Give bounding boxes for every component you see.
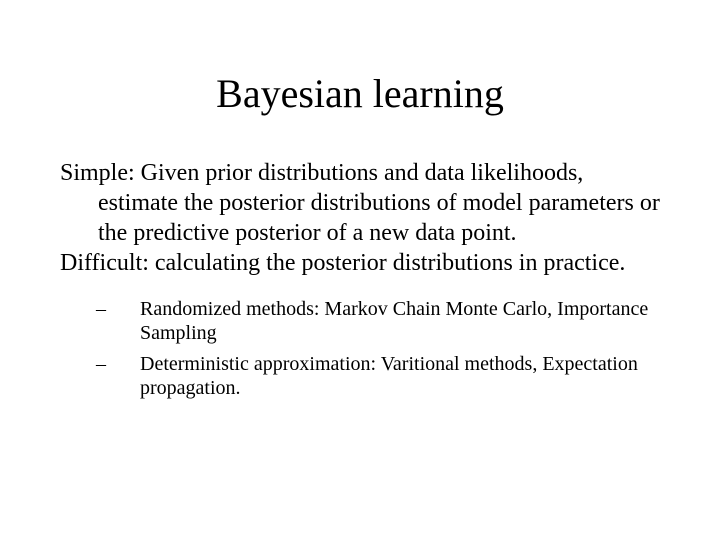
sub-bullet-text: Randomized methods: Markov Chain Monte Carlo, Importance Sampling	[140, 298, 649, 344]
bullet-simple: Simple: Given prior distributions and data likelihoods, estimate the posterior distributions of model parameters or the predictive posterior of a new data point.	[60, 160, 660, 246]
dash-marker: –	[96, 353, 106, 375]
sub-bullet-deterministic	[60, 352, 660, 400]
dash-marker: –	[96, 298, 106, 320]
sub-bullet-list	[60, 297, 660, 400]
slide-body	[60, 158, 660, 407]
sub-bullet-randomized	[60, 297, 660, 345]
slide-title: Bayesian learning	[216, 71, 504, 116]
bullet-difficult: Difficult: calculating the posterior distributions in practice.	[60, 250, 626, 276]
sub-bullet-text: Deterministic approximation: Varitional methods, Expectation propagation.	[140, 353, 638, 399]
